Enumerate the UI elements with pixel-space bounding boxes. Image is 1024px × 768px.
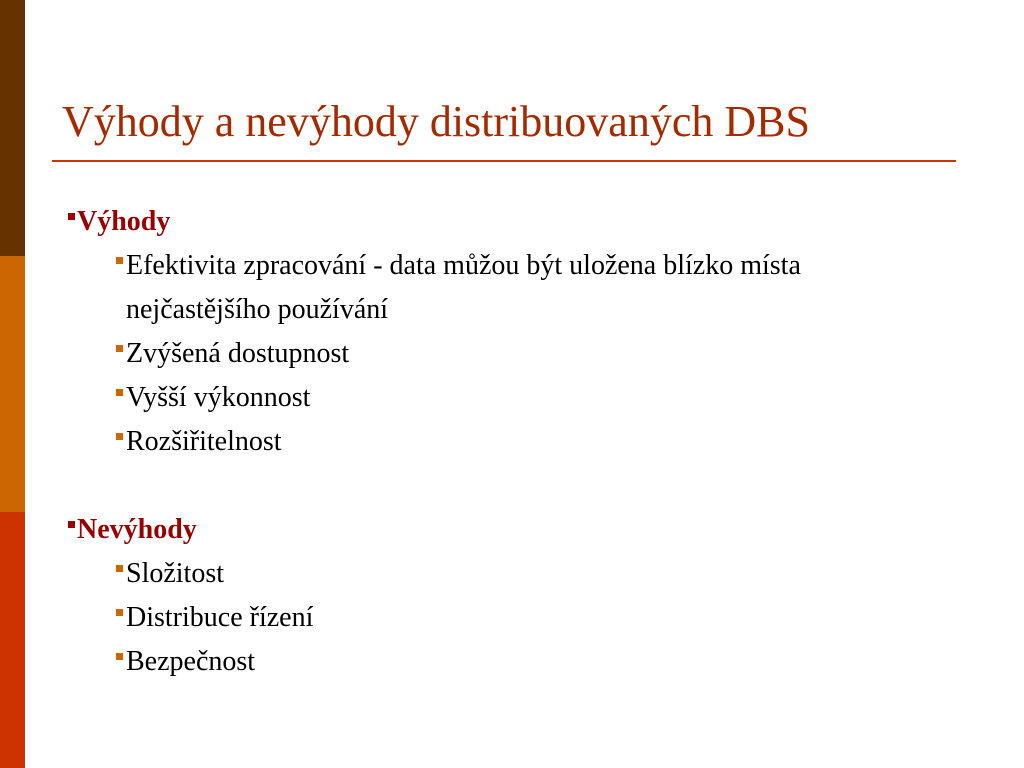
title-underline (52, 160, 956, 162)
section-heading-row (62, 508, 962, 552)
list-item (116, 376, 962, 420)
list-item (116, 640, 962, 684)
disadvantages-list (62, 552, 962, 684)
advantages-list (62, 244, 962, 464)
list-item (116, 420, 962, 464)
slide-title: Výhody a nevýhody distribuovaných DBS (62, 97, 810, 146)
list-item-text: Složitost (126, 558, 225, 589)
square-bullet-icon (68, 213, 75, 220)
section-heading: Výhody (77, 206, 171, 237)
list-item (116, 244, 962, 332)
list-item (116, 552, 962, 596)
section-disadvantages (62, 508, 962, 684)
list-item-text: Zvýšená dostupnost (126, 338, 350, 369)
decor-stripe-bottom (0, 512, 25, 768)
square-bullet-icon (116, 653, 123, 660)
square-bullet-icon (116, 257, 123, 264)
square-bullet-icon (68, 521, 75, 528)
square-bullet-icon (116, 565, 123, 572)
slide-content (62, 200, 962, 684)
square-bullet-icon (116, 433, 123, 440)
list-item (116, 596, 962, 640)
section-advantages (62, 200, 962, 464)
square-bullet-icon (116, 345, 123, 352)
list-item-text: Distribuce řízení (126, 602, 314, 633)
section-heading: Nevýhody (77, 514, 197, 545)
list-item-text: Efektivita zpracování - data můžou být uložena blízko místa nejčastějšího používání (126, 250, 801, 325)
list-item-text: Rozšiřitelnost (126, 426, 282, 457)
list-item-text: Bezpečnost (126, 646, 256, 677)
square-bullet-icon (116, 609, 123, 616)
square-bullet-icon (116, 389, 123, 396)
decor-stripe-middle (0, 256, 25, 512)
list-item (116, 332, 962, 376)
section-heading-row (62, 200, 962, 244)
list-item-text: Vyšší výkonnost (126, 382, 311, 413)
decor-stripe-top (0, 0, 25, 256)
